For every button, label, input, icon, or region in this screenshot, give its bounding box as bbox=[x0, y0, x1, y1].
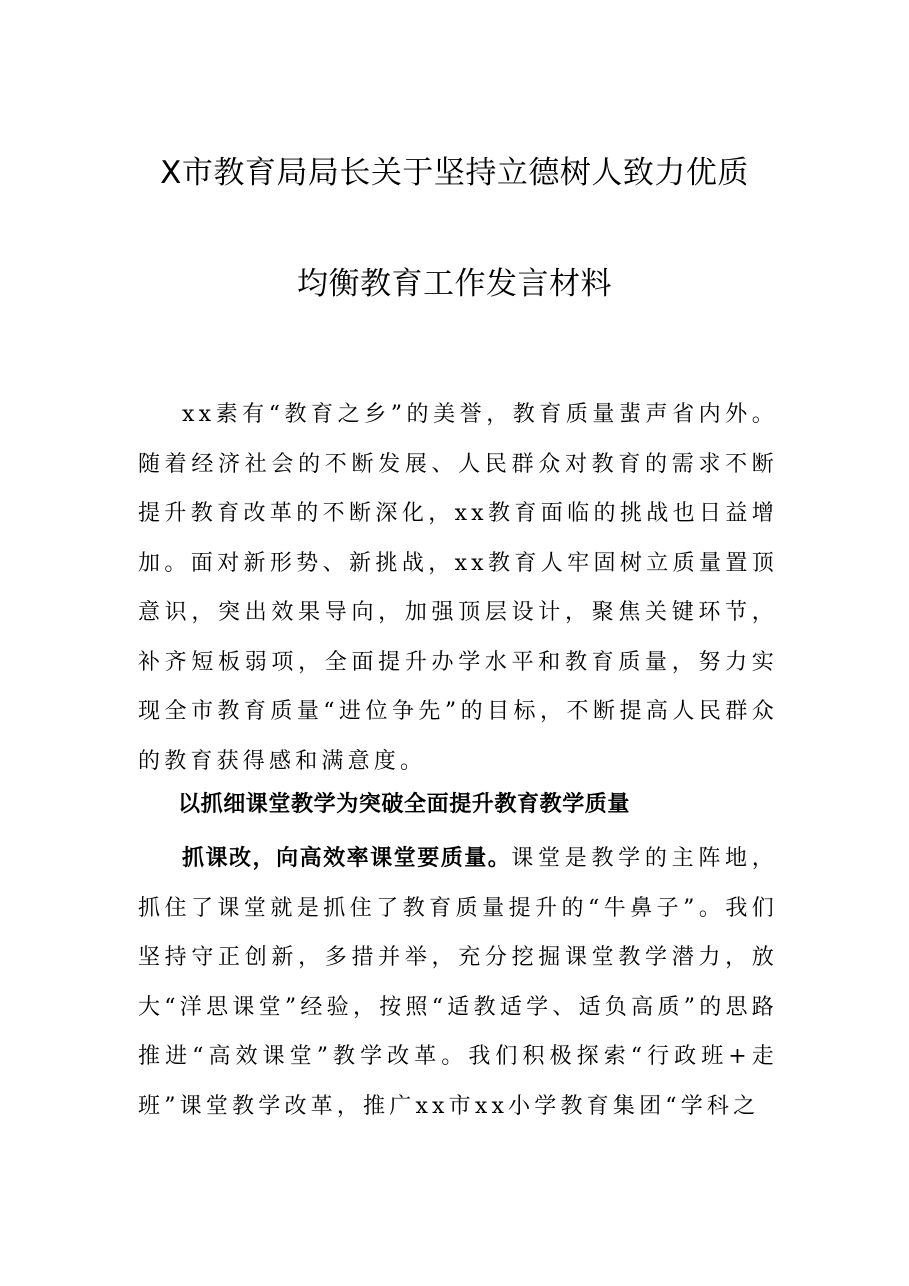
intro-paragraph: xx素有“教育之乡”的美誉，教育质量蜚声省内外。随着经济社会的不断发展、人民群众对教育的需求不断提升教育改革的不断深化，xx教育面临的挑战也日益增加。面对新形势、新挑战，xx教育人牢固树立质量置顶意识，突出效果导向，加强顶层设计，聚焦关键环节，补齐短板弱项，全面提升办学水平和教育质量，努力实现全市教育质量“进位争先”的目标，不断提高人民群众的教育获得感和满意度。 bbox=[138, 402, 778, 774]
body-paragraph bbox=[138, 834, 778, 1131]
document-title-line-2: 均衡教育工作发言材料 bbox=[297, 266, 612, 302]
paragraph-body-text: 课堂是教学的主阵地，抓住了课堂就是抓住了教育质量提升的“牛鼻子”。我们坚持守正创新，多措并举，充分挖掘课堂教学潜力，放大“洋思课堂”经验，按照“适教适学、适负高质”的思路推进“高效课堂”教学改革。我们积极探索“行政班+走班”课堂教学改革，推广xx市xx小学教育集团“学科之 bbox=[138, 846, 778, 1119]
section-heading: 以抓细课堂教学为突破全面提升教育教学质量 bbox=[178, 792, 631, 817]
document-title-line-1: X市教育局局长关于坚持立德树人致力优质 bbox=[160, 155, 749, 191]
paragraph-lead-phrase: 抓课改，向高效率课堂要质量。 bbox=[182, 846, 512, 871]
